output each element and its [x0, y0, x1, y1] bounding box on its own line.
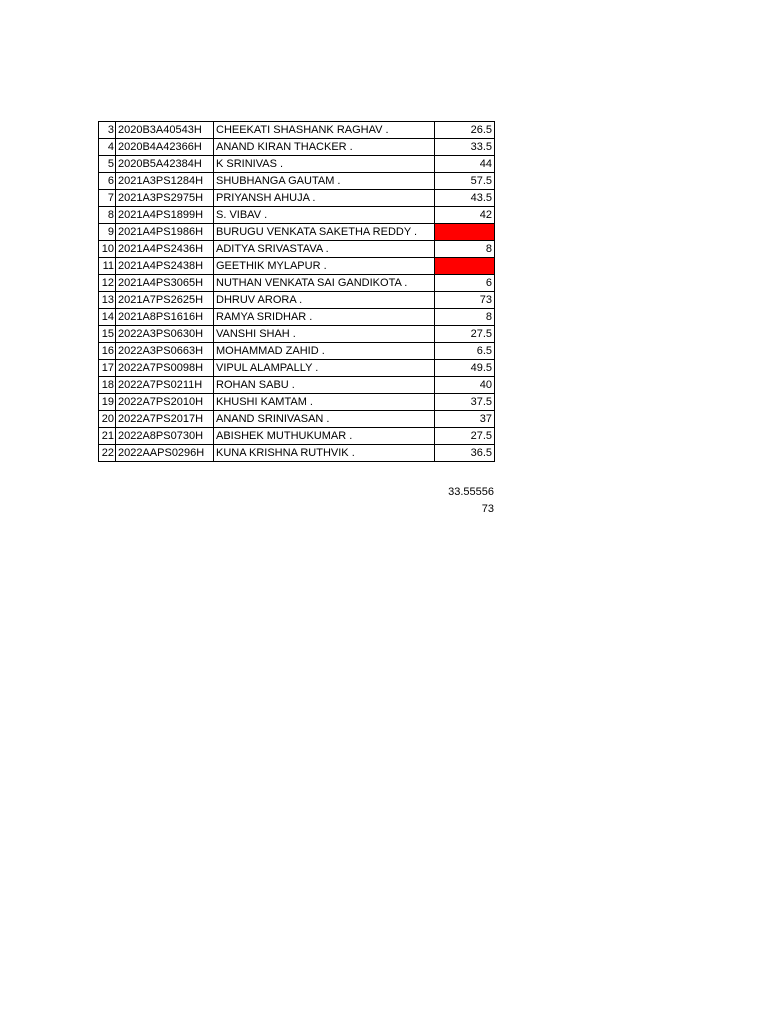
table-row [99, 190, 495, 207]
score-cell[interactable]: 40 [435, 377, 495, 394]
table-row [99, 394, 495, 411]
score-cell[interactable]: 8 [435, 309, 495, 326]
table-row [99, 224, 495, 241]
student-name-cell[interactable]: PRIYANSH AHUJA . [214, 190, 435, 207]
student-id-cell[interactable]: 2022A7PS0098H [116, 360, 214, 377]
student-name-cell[interactable]: VIPUL ALAMPALLY . [214, 360, 435, 377]
student-name-cell[interactable]: BURUGU VENKATA SAKETHA REDDY . [214, 224, 435, 241]
student-name-cell[interactable]: ADITYA SRIVASTAVA . [214, 241, 435, 258]
row-number-cell[interactable]: 10 [99, 241, 116, 258]
table-row [99, 173, 495, 190]
score-cell[interactable] [435, 224, 495, 241]
table-row [99, 309, 495, 326]
row-number-cell[interactable]: 15 [99, 326, 116, 343]
student-id-cell[interactable]: 2022AAPS0296H [116, 445, 214, 462]
student-id-cell[interactable]: 2022A7PS0211H [116, 377, 214, 394]
student-name-cell[interactable]: KHUSHI KAMTAM . [214, 394, 435, 411]
table-row [99, 360, 495, 377]
row-number-cell[interactable]: 8 [99, 207, 116, 224]
score-cell[interactable]: 8 [435, 241, 495, 258]
student-id-cell[interactable]: 2022A3PS0663H [116, 343, 214, 360]
table-row [99, 326, 495, 343]
score-cell[interactable]: 27.5 [435, 428, 495, 445]
student-name-cell[interactable]: S. VIBAV . [214, 207, 435, 224]
row-number-cell[interactable]: 9 [99, 224, 116, 241]
table-row [99, 343, 495, 360]
student-name-cell[interactable]: DHRUV ARORA . [214, 292, 435, 309]
table-row [99, 258, 495, 275]
score-cell[interactable]: 44 [435, 156, 495, 173]
row-number-cell[interactable]: 16 [99, 343, 116, 360]
student-name-cell[interactable]: K SRINIVAS . [214, 156, 435, 173]
student-id-cell[interactable]: 2021A3PS1284H [116, 173, 214, 190]
student-id-cell[interactable]: 2021A4PS2438H [116, 258, 214, 275]
student-id-cell[interactable]: 2020B3A40543H [116, 122, 214, 139]
student-name-cell[interactable]: KUNA KRISHNA RUTHVIK . [214, 445, 435, 462]
score-cell[interactable]: 6.5 [435, 343, 495, 360]
table-row [99, 156, 495, 173]
student-id-cell[interactable]: 2021A3PS2975H [116, 190, 214, 207]
student-name-cell[interactable]: ANAND SRINIVASAN . [214, 411, 435, 428]
score-cell[interactable]: 57.5 [435, 173, 495, 190]
row-number-cell[interactable]: 7 [99, 190, 116, 207]
score-cell[interactable]: 49.5 [435, 360, 495, 377]
row-number-cell[interactable]: 11 [99, 258, 116, 275]
student-name-cell[interactable]: NUTHAN VENKATA SAI GANDIKOTA . [214, 275, 435, 292]
student-id-cell[interactable]: 2021A4PS3065H [116, 275, 214, 292]
score-cell[interactable]: 33.5 [435, 139, 495, 156]
student-name-cell[interactable]: VANSHI SHAH . [214, 326, 435, 343]
row-number-cell[interactable]: 3 [99, 122, 116, 139]
student-name-cell[interactable]: ANAND KIRAN THACKER . [214, 139, 435, 156]
score-cell[interactable]: 37.5 [435, 394, 495, 411]
student-name-cell[interactable]: ABISHEK MUTHUKUMAR . [214, 428, 435, 445]
row-number-cell[interactable]: 13 [99, 292, 116, 309]
table-row [99, 292, 495, 309]
row-number-cell[interactable]: 4 [99, 139, 116, 156]
table-row [99, 428, 495, 445]
row-number-cell[interactable]: 20 [99, 411, 116, 428]
score-cell[interactable]: 73 [435, 292, 495, 309]
student-id-cell[interactable]: 2020B4A42366H [116, 139, 214, 156]
scores-table-body [99, 122, 495, 462]
row-number-cell[interactable]: 17 [99, 360, 116, 377]
student-name-cell[interactable]: RAMYA SRIDHAR . [214, 309, 435, 326]
score-cell[interactable]: 37 [435, 411, 495, 428]
score-cell[interactable]: 6 [435, 275, 495, 292]
table-row [99, 411, 495, 428]
row-number-cell[interactable]: 19 [99, 394, 116, 411]
student-name-cell[interactable]: SHUBHANGA GAUTAM . [214, 173, 435, 190]
student-id-cell[interactable]: 2022A8PS0730H [116, 428, 214, 445]
table-row [99, 139, 495, 156]
table-row [99, 241, 495, 258]
student-id-cell[interactable]: 2021A7PS2625H [116, 292, 214, 309]
row-number-cell[interactable]: 14 [99, 309, 116, 326]
student-name-cell[interactable]: ROHAN SABU . [214, 377, 435, 394]
score-cell[interactable]: 43.5 [435, 190, 495, 207]
student-id-cell[interactable]: 2022A7PS2010H [116, 394, 214, 411]
row-number-cell[interactable]: 12 [99, 275, 116, 292]
student-id-cell[interactable]: 2021A4PS2436H [116, 241, 214, 258]
summary-average-value: 33.55556 [448, 486, 494, 498]
student-name-cell[interactable]: MOHAMMAD ZAHID . [214, 343, 435, 360]
score-cell[interactable]: 42 [435, 207, 495, 224]
score-cell[interactable] [435, 258, 495, 275]
student-id-cell[interactable]: 2021A4PS1899H [116, 207, 214, 224]
table-row [99, 275, 495, 292]
table-row [99, 207, 495, 224]
table-row [99, 377, 495, 394]
student-id-cell[interactable]: 2022A7PS2017H [116, 411, 214, 428]
student-id-cell[interactable]: 2022A3PS0630H [116, 326, 214, 343]
score-cell[interactable]: 27.5 [435, 326, 495, 343]
table-row [99, 445, 495, 462]
student-name-cell[interactable]: GEETHIK MYLAPUR . [214, 258, 435, 275]
row-number-cell[interactable]: 21 [99, 428, 116, 445]
row-number-cell[interactable]: 22 [99, 445, 116, 462]
score-cell[interactable]: 26.5 [435, 122, 495, 139]
row-number-cell[interactable]: 18 [99, 377, 116, 394]
student-id-cell[interactable]: 2021A4PS1986H [116, 224, 214, 241]
summary-max-value: 73 [481, 503, 494, 515]
row-number-cell[interactable]: 5 [99, 156, 116, 173]
scores-table [98, 121, 495, 462]
score-cell[interactable]: 36.5 [435, 445, 495, 462]
table-row [99, 122, 495, 139]
student-name-cell[interactable]: CHEEKATI SHASHANK RAGHAV . [214, 122, 435, 139]
student-id-cell[interactable]: 2021A8PS1616H [116, 309, 214, 326]
student-id-cell[interactable]: 2020B5A42384H [116, 156, 214, 173]
row-number-cell[interactable]: 6 [99, 173, 116, 190]
